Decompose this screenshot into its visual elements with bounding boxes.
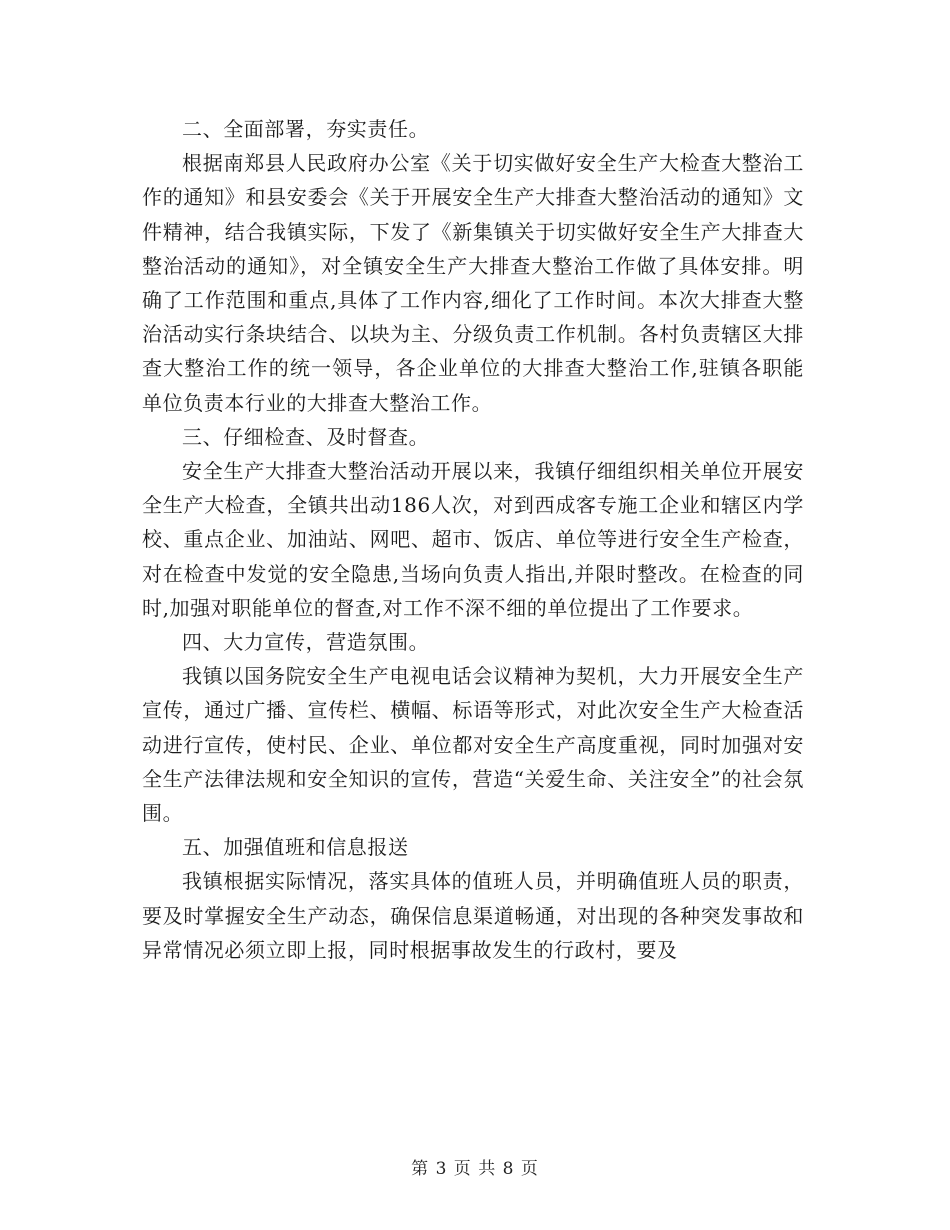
section-heading-4: 四、大力宣传，营造氛围。 bbox=[182, 630, 430, 655]
section-paragraph-5: 我镇根据实际情况，落实具体的值班人员，并明确值班人员的职责，要及时掌握安全生产动态，确保信息渠道畅通，对出现的各种突发事故和异常情况必须立即上报，同时根据事故发生的行政村，要及 bbox=[142, 869, 804, 962]
section-heading-3: 三、仔细检查、及时督查。 bbox=[182, 424, 430, 449]
page-footer bbox=[0, 1154, 950, 1179]
section-paragraph-3: 安全生产大排查大整治活动开展以来，我镇仔细组织相关单位开展安全生产大检查，全镇共出动186人次，对到西成客专施工企业和辖区内学校、重点企业、加油站、网吧、超市、饭店、单位等进行安全生产检查，对在检查中发觉的安全隐患,当场向负责人指出,并限时整改。在检查的同时,加强对职能单位的督查,对工作不深不细的单位提出了工作要求。 bbox=[142, 459, 804, 620]
page-number: 第 3 页 共 8 页 bbox=[411, 1159, 539, 1179]
section-paragraph-4: 我镇以国务院安全生产电视电话会议精神为契机，大力开展安全生产宣传，通过广播、宣传栏、横幅、标语等形式，对此次安全生产大检查活动进行宣传，使村民、企业、单位都对安全生产高度重视，同时加强对安全生产法律法规和安全知识的宣传，营造“关爱生命、关注安全”的社会氛围。 bbox=[142, 664, 804, 826]
section-paragraph-2: 根据南郑县人民政府办公室《关于切实做好安全生产大检查大整治工作的通知》和县安委会《关于开展安全生产大排查大整治活动的通知》文件精神，结合我镇实际，下发了《新集镇关于切实做好安全生产大排查大整治活动的通知》，对全镇安全生产大排查大整治工作做了具体安排。明确了工作范围和重点,具体了工作内容,细化了工作时间。本次大排查大整治活动实行条块结合、以块为主、分级负责工作机制。各村负责辖区大排查大整治工作的统一领导，各企业单位的大排查大整治工作,驻镇各职能单位负责本行业的大排查大整治工作。 bbox=[142, 151, 804, 415]
document-body bbox=[142, 112, 804, 967]
section-heading-2: 二、全面部署，夯实责任。 bbox=[182, 117, 430, 141]
section-heading-5: 五、加强值班和信息报送 bbox=[182, 835, 409, 860]
